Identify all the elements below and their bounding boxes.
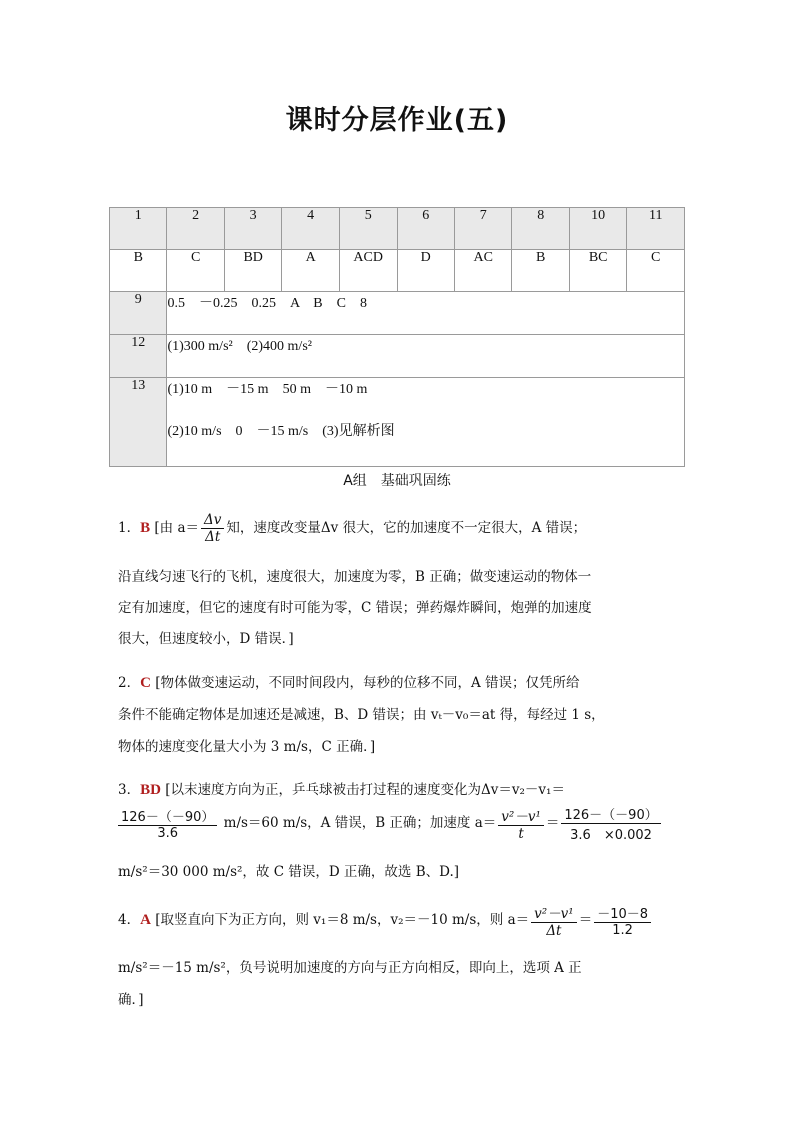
q1-frac-den: Δt [205,529,221,545]
q4-line-2: m/s²＝－15 m/s²，负号说明加速度的方向与正方向相反，即向上，选项 A 正 [118,960,582,976]
q4-f1-den: Δt [546,923,562,939]
answer-cell: BC [569,250,627,292]
q4-answer: A [140,912,151,928]
q3-f2-den: t [518,826,524,842]
q3-fraction-3 [561,804,660,843]
question-number-cell: 8 [512,208,569,250]
row-label-12: 12 [110,335,167,378]
q4-fraction-1 [531,902,577,939]
q3-answer: BD [140,782,161,798]
answer-cell: C [167,250,224,292]
section-name: 基础巩固练 [380,473,451,489]
q3-line-1 [118,778,565,799]
q3-f3-num: 126－（－90） [561,804,660,824]
q2-line-2: 条件不能确定物体是加速还是减速，B、D 错误；由 vₜ－v₀＝at 得，每经过 1 s， [118,707,605,723]
row-label-9: 9 [110,292,167,335]
q3-f3-den: 3.6 ×0.002 [570,828,652,843]
answer-row-13 [110,378,685,467]
q4-f2-num: －10－8 [594,903,651,923]
q1-number: 1． [118,520,141,536]
row-content-9: 0.5 －0.25 0.25 A B C 8 [167,292,685,335]
q1-line-3: 定有加速度，但它的速度有时可能为零，C 错误；弹药爆炸瞬间，炮弹的加速度 [118,600,592,616]
page-title: 课时分层作业(五) [285,105,509,136]
q4-f1-num: v²－v¹ [531,902,577,923]
section-heading [0,470,794,490]
answer-table [109,207,685,467]
q3-fraction-1 [118,806,217,841]
q2-line-1-text: [物体做变速运动，不同时间段内，每秒的位移不同，A 错误；仅凭所给 [155,675,580,691]
q4-pre: [取竖直向下为正方向，则 v₁＝8 m/s，v₂＝－10 m/s，则 a＝ [155,912,530,928]
answer-table-answer-row [110,250,685,292]
q1-fraction [201,512,224,545]
q1-pre: [由 a＝ [154,520,200,536]
q4-line-3: 确．] [118,992,144,1008]
q3-equals: ＝ [545,815,560,831]
q2-answer: C [140,675,151,691]
q4-equals: ＝ [578,912,593,928]
q3-mid: m/s＝60 m/s，A 错误，B 正确；加速度 a＝ [223,815,497,831]
question-number-cell: 6 [397,208,454,250]
q1-frac-num: Δv [201,512,224,529]
answer-cell: BD [224,250,282,292]
question-number-cell: 1 [110,208,167,250]
q3-number: 3． [118,782,141,798]
answer-row-12 [110,335,685,378]
question-number-cell: 2 [167,208,224,250]
row-13-line-2: (2)10 m/s 0 －15 m/s (3)见解析图 [167,424,395,439]
q4-f2-den: 1.2 [612,923,633,938]
question-number-cell: 4 [282,208,339,250]
q3-line-2 [116,804,663,843]
answer-cell: B [110,250,167,292]
q4-number: 4． [118,912,141,928]
answer-cell: A [282,250,339,292]
q1-line-2: 沿直线匀速飞行的飞机，速度很大，加速度为零，B 正确；做变速运动的物体一 [118,569,592,585]
q3-f1-den: 3.6 [157,826,179,841]
q3-line-3: m/s²＝30 000 m/s²，故 C 错误，D 正确，故选 B、D.] [118,864,460,880]
q3-f1-num: 126－（－90） [118,806,217,826]
question-number-cell: 5 [339,208,397,250]
q3-f2-num: v²－v¹ [498,805,544,826]
q4-fraction-2 [594,903,651,938]
row-content-12: (1)300 m/s² (2)400 m/s² [167,335,685,378]
section-group: A组 [343,473,367,489]
q2-line-1 [118,671,580,692]
question-number-cell: 3 [224,208,282,250]
answer-row-9 [110,292,685,335]
q4-line-1 [118,902,653,939]
answer-cell: ACD [339,250,397,292]
question-number-cell: 11 [627,208,685,250]
q1-answer: B [140,520,151,536]
question-number-cell: 7 [454,208,512,250]
row-13-line-1: (1)10 m －15 m 50 m －10 m [167,382,368,397]
q3-line-1-text: [以末速度方向为正，乒乓球被击打过程的速度变化为Δv＝v₂－v₁＝ [165,782,565,798]
q1-line-4: 很大，但速度较小，D 错误．] [118,631,294,647]
row-label-13: 13 [110,378,167,467]
q2-number: 2． [118,675,141,691]
q2-line-3: 物体的速度变化量大小为 3 m/s，C 正确．] [118,739,376,755]
answer-cell: B [512,250,569,292]
question-number-cell: 10 [569,208,627,250]
row-content-13 [167,378,685,467]
answer-table-header-row [110,208,685,250]
answer-cell: C [627,250,685,292]
q3-fraction-2 [498,805,544,842]
answer-cell: AC [454,250,512,292]
q1-line-1-rest: 知，速度改变量Δv 很大，它的加速度不一定很大，A 错误； [226,520,587,536]
q1-line-1 [118,512,586,545]
answer-cell: D [397,250,454,292]
